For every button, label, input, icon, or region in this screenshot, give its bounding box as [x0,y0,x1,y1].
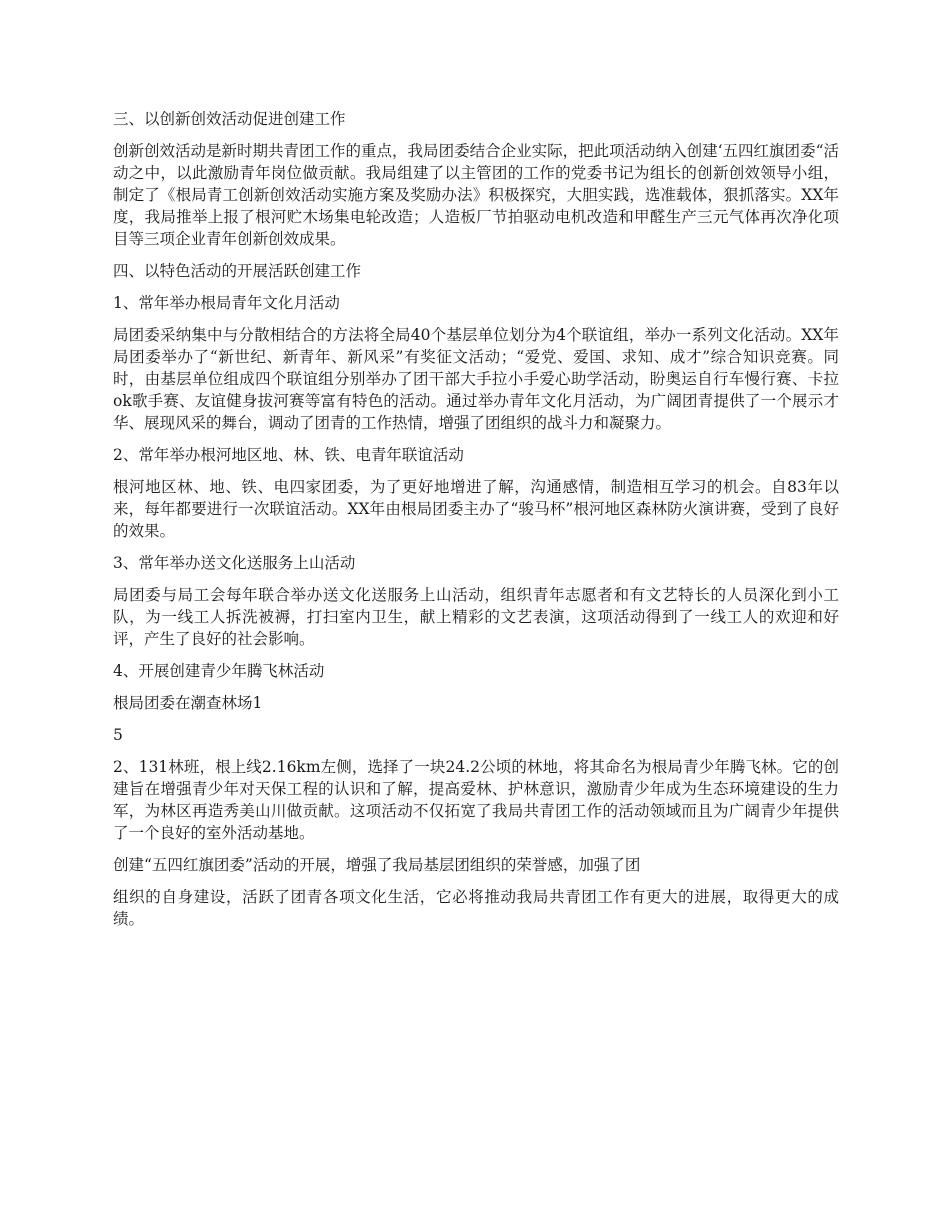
body-paragraph: 创新创效活动是新时期共青团工作的重点，我局团委结合企业实际，把此项活动纳入创建‘五四红旗团委“活动之中，以此激励青年岗位做贡献。我局组建了以主管团的工作的党委书记为组长的创新创效领导小组，制定了《根局青工创新创效活动实施方案及奖励办法》积极探究，大胆实践，选准载体，狠抓落实。XX年度，我局推举上报了根河贮木场集电轮改造；人造板厂节拍驱动电机改造和甲醛生产三元气体再次净化项目等三项企业青年创新创效成果。 [113,142,839,248]
body-paragraph: 组织的自身建设，活跃了团青各项文化生活，它必将推动我局共青团工作有更大的进展，取得更大的成绩。 [113,888,839,928]
subheading-1: 1、常年举办根局青年文化月活动 [113,294,340,312]
body-paragraph: 根局团委在潮查林场1 [113,694,263,712]
body-paragraph: 局团委与局工会每年联合举办送文化送服务上山活动，组织青年志愿者和有文艺特长的人员深化到小工队，为一线工人拆洗被褥，打扫室内卫生，献上精彩的文艺表演，这项活动得到了一线工人的欢迎和好评，产生了良好的社会影响。 [113,586,839,648]
section-heading-3: 三、以创新创效活动促进创建工作 [113,110,346,128]
body-paragraph: 根河地区林、地、铁、电四家团委，为了更好地增进了解，沟通感情，制造相互学习的机会。自83年以来，每年都要进行一次联谊活动。XX年由根局团委主办了“骏马杯”根河地区森林防火演讲赛，受到了良好的效果。 [113,478,839,540]
body-paragraph: 5 [113,726,123,744]
subheading-2: 2、常年举办根河地区地、林、铁、电青年联谊活动 [113,446,464,464]
document-page [113,108,839,940]
section-heading-4: 四、以特色活动的开展活跃创建工作 [113,262,362,280]
body-paragraph: 创建“五四红旗团委”活动的开展，增强了我局基层团组织的荣誉感，加强了团 [113,856,641,874]
body-paragraph: 2、131林班，根上线2.16km左侧，选择了一块24.2公顷的林地，将其命名为根局青少年腾飞林。它的创建旨在增强青少年对天保工程的认识和了解，提高爱林、护林意识，激励青少年成为生态环境建设的生力军，为林区再造秀美山川做贡献。这项活动不仅拓宽了我局共青团工作的活动领域而且为广阔青少年提供了一个良好的室外活动基地。 [113,758,839,842]
subheading-4: 4、开展创建青少年腾飞林活动 [113,662,325,680]
body-paragraph: 局团委采纳集中与分散相结合的方法将全局40个基层单位划分为4个联谊组，举办一系列文化活动。XX年局团委举办了“新世纪、新青年、新风采”有奖征文活动；“爱党、爱国、求知、成才”综合知识竞赛。同时，由基层单位组成四个联谊组分别举办了团干部大手拉小手爱心助学活动，盼奥运自行车慢行赛、卡拉ok歌手赛、友谊健身拔河赛等富有特色的活动。通过举办青年文化月活动，为广阔团青提供了一个展示才华、展现风采的舞台，调动了团青的工作热情，增强了团组织的战斗力和凝聚力。 [113,326,839,432]
subheading-3: 3、常年举办送文化送服务上山活动 [113,554,356,572]
